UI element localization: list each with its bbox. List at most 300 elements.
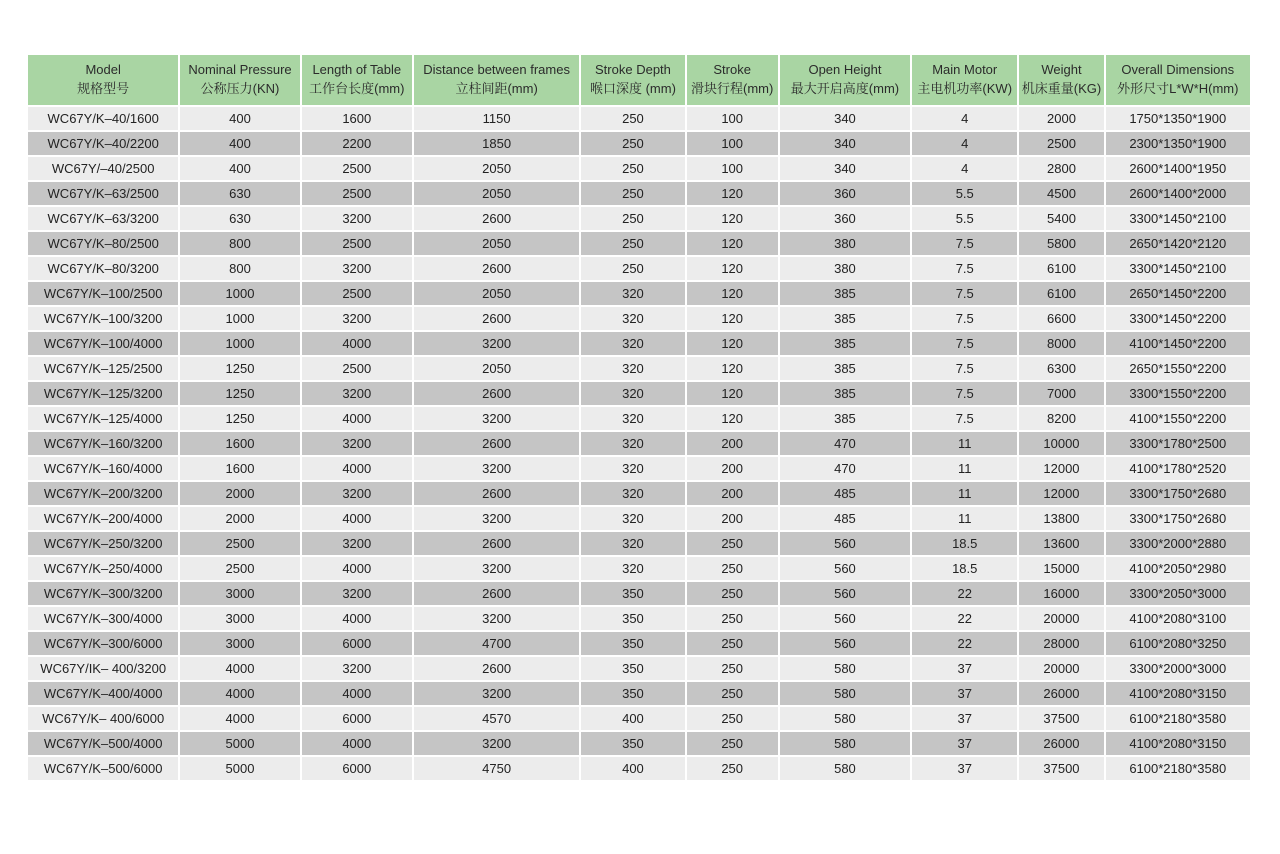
model-cell: WC67Y/K–125/2500 [28, 357, 178, 380]
model-cell: WC67Y/K–500/4000 [28, 732, 178, 755]
table-cell: 3200 [302, 482, 412, 505]
table-cell: 120 [687, 357, 778, 380]
table-cell: 580 [780, 757, 910, 780]
table-cell: 7.5 [912, 407, 1017, 430]
table-row [28, 432, 1250, 455]
model-cell: WC67Y/K–300/4000 [28, 607, 178, 630]
table-cell: 5.5 [912, 207, 1017, 230]
table-cell: 4000 [302, 457, 412, 480]
table-cell: 7.5 [912, 382, 1017, 405]
column-header [180, 55, 299, 105]
table-cell: 350 [581, 632, 684, 655]
table-cell: 4000 [302, 332, 412, 355]
table-cell: 26000 [1019, 732, 1103, 755]
table-cell: 26000 [1019, 682, 1103, 705]
table-cell: 5000 [180, 757, 299, 780]
table-cell: 20000 [1019, 657, 1103, 680]
model-cell: WC67Y/K–125/3200 [28, 382, 178, 405]
table-cell: 250 [687, 707, 778, 730]
table-cell: 4100*2080*3150 [1106, 682, 1250, 705]
table-row [28, 132, 1250, 155]
model-cell: WC67Y/K–500/6000 [28, 757, 178, 780]
table-cell: 12000 [1019, 482, 1103, 505]
table-cell: 3200 [302, 532, 412, 555]
table-cell: 1600 [180, 457, 299, 480]
table-cell: 2600*1400*2000 [1106, 182, 1250, 205]
table-cell: 1000 [180, 307, 299, 330]
table-cell: 2600 [414, 257, 579, 280]
table-cell: 4 [912, 132, 1017, 155]
model-cell: WC67Y/K–125/4000 [28, 407, 178, 430]
table-row [28, 507, 1250, 530]
table-cell: 560 [780, 607, 910, 630]
table-cell: 6000 [302, 707, 412, 730]
table-cell: 385 [780, 382, 910, 405]
table-row [28, 157, 1250, 180]
table-cell: 4570 [414, 707, 579, 730]
table-cell: 200 [687, 432, 778, 455]
table-cell: 4100*2080*3150 [1106, 732, 1250, 755]
table-cell: 250 [687, 757, 778, 780]
table-cell: 2600 [414, 382, 579, 405]
table-cell: 3300*2000*3000 [1106, 657, 1250, 680]
table-cell: 3300*1550*2200 [1106, 382, 1250, 405]
table-cell: 4100*1450*2200 [1106, 332, 1250, 355]
table-cell: 120 [687, 382, 778, 405]
table-cell: 7.5 [912, 357, 1017, 380]
table-cell: 385 [780, 332, 910, 355]
table-cell: 37 [912, 682, 1017, 705]
table-cell: 3000 [180, 607, 299, 630]
table-cell: 380 [780, 232, 910, 255]
table-cell: 250 [687, 557, 778, 580]
table-row [28, 282, 1250, 305]
column-header-en: Overall Dimensions [1121, 62, 1235, 78]
table-cell: 120 [687, 307, 778, 330]
table-cell: 4 [912, 107, 1017, 130]
table-cell: 1250 [180, 357, 299, 380]
table-cell: 13600 [1019, 532, 1103, 555]
table-header [28, 55, 1250, 105]
table-cell: 3000 [180, 582, 299, 605]
table-cell: 250 [687, 607, 778, 630]
table-row [28, 457, 1250, 480]
table-cell: 5400 [1019, 207, 1103, 230]
model-cell: WC67Y/K–80/3200 [28, 257, 178, 280]
table-cell: 3300*1450*2200 [1106, 307, 1250, 330]
table-cell: 2500 [302, 282, 412, 305]
table-cell: 2300*1350*1900 [1106, 132, 1250, 155]
table-cell: 3200 [414, 557, 579, 580]
table-cell: 6100*2180*3580 [1106, 757, 1250, 780]
column-header-en: Main Motor [932, 62, 998, 78]
table-cell: 6100 [1019, 282, 1103, 305]
table-cell: 120 [687, 207, 778, 230]
column-header [28, 55, 178, 105]
table-cell: 3300*1750*2680 [1106, 507, 1250, 530]
column-header-zh: 工作台长度(mm) [309, 81, 405, 96]
table-cell: 2800 [1019, 157, 1103, 180]
table-cell: 7.5 [912, 282, 1017, 305]
table-cell: 580 [780, 682, 910, 705]
model-cell: WC67Y/K– 400/6000 [28, 707, 178, 730]
table-cell: 4000 [302, 407, 412, 430]
table-cell: 28000 [1019, 632, 1103, 655]
table-cell: 250 [687, 632, 778, 655]
table-cell: 4000 [302, 557, 412, 580]
table-cell: 1850 [414, 132, 579, 155]
model-cell: WC67Y/–40/2500 [28, 157, 178, 180]
table-cell: 250 [687, 532, 778, 555]
table-row [28, 232, 1250, 255]
model-cell: WC67Y/K–40/1600 [28, 107, 178, 130]
table-cell: 37 [912, 732, 1017, 755]
table-cell: 3200 [302, 657, 412, 680]
table-row [28, 482, 1250, 505]
table-cell: 5800 [1019, 232, 1103, 255]
table-cell: 380 [780, 257, 910, 280]
table-cell: 13800 [1019, 507, 1103, 530]
model-cell: WC67Y/K–250/3200 [28, 532, 178, 555]
table-cell: 385 [780, 407, 910, 430]
table-cell: 18.5 [912, 532, 1017, 555]
table-row [28, 657, 1250, 680]
table-cell: 360 [780, 182, 910, 205]
table-cell: 3300*2050*3000 [1106, 582, 1250, 605]
column-header-en: Nominal Pressure [188, 62, 292, 78]
model-cell: WC67Y/K–100/4000 [28, 332, 178, 355]
table-cell: 470 [780, 457, 910, 480]
column-header-en: Stroke [713, 62, 751, 78]
model-cell: WC67Y/K–160/4000 [28, 457, 178, 480]
model-cell: WC67Y/K–80/2500 [28, 232, 178, 255]
column-header-zh: 滑块行程(mm) [691, 81, 774, 96]
table-cell: 4700 [414, 632, 579, 655]
model-cell: WC67Y/K–200/4000 [28, 507, 178, 530]
table-cell: 11 [912, 457, 1017, 480]
table-cell: 2000 [180, 482, 299, 505]
table-cell: 1250 [180, 407, 299, 430]
table-row [28, 307, 1250, 330]
table-cell: 6000 [302, 632, 412, 655]
table-cell: 15000 [1019, 557, 1103, 580]
table-cell: 350 [581, 732, 684, 755]
table-cell: 200 [687, 457, 778, 480]
table-cell: 4500 [1019, 182, 1103, 205]
table-cell: 120 [687, 257, 778, 280]
table-cell: 3200 [414, 682, 579, 705]
table-row [28, 707, 1250, 730]
table-cell: 1600 [180, 432, 299, 455]
table-cell: 11 [912, 507, 1017, 530]
column-header-zh: 公称压力(KN) [200, 81, 280, 96]
table-cell: 320 [581, 307, 684, 330]
table-cell: 400 [581, 757, 684, 780]
table-row [28, 732, 1250, 755]
table-row [28, 107, 1250, 130]
table-cell: 3200 [302, 432, 412, 455]
table-cell: 2600 [414, 482, 579, 505]
column-header-en: Weight [1041, 62, 1082, 78]
table-cell: 4 [912, 157, 1017, 180]
model-cell: WC67Y/K–40/2200 [28, 132, 178, 155]
table-cell: 1000 [180, 282, 299, 305]
table-cell: 3300*2000*2880 [1106, 532, 1250, 555]
machine-spec-table [26, 53, 1252, 782]
table-cell: 250 [581, 232, 684, 255]
table-cell: 250 [581, 132, 684, 155]
table-cell: 2000 [180, 507, 299, 530]
table-cell: 3200 [302, 207, 412, 230]
model-cell: WC67Y/IK– 400/3200 [28, 657, 178, 680]
column-header-en: Length of Table [312, 62, 402, 78]
table-cell: 3200 [414, 732, 579, 755]
table-cell: 580 [780, 732, 910, 755]
model-cell: WC67Y/K–300/6000 [28, 632, 178, 655]
table-cell: 4000 [302, 607, 412, 630]
table-row [28, 632, 1250, 655]
table-cell: 2650*1420*2120 [1106, 232, 1250, 255]
table-cell: 400 [581, 707, 684, 730]
table-cell: 385 [780, 357, 910, 380]
table-row [28, 682, 1250, 705]
table-row [28, 332, 1250, 355]
table-cell: 3000 [180, 632, 299, 655]
column-header [687, 55, 778, 105]
table-cell: 7.5 [912, 232, 1017, 255]
table-row [28, 532, 1250, 555]
table-cell: 6100 [1019, 257, 1103, 280]
table-cell: 1750*1350*1900 [1106, 107, 1250, 130]
table-cell: 560 [780, 557, 910, 580]
table-cell: 1000 [180, 332, 299, 355]
table-cell: 11 [912, 432, 1017, 455]
column-header-en: Model [85, 62, 121, 78]
model-cell: WC67Y/K–100/2500 [28, 282, 178, 305]
column-header [581, 55, 684, 105]
table-cell: 485 [780, 482, 910, 505]
table-cell: 350 [581, 607, 684, 630]
model-cell: WC67Y/K–250/4000 [28, 557, 178, 580]
table-cell: 2200 [302, 132, 412, 155]
table-cell: 37 [912, 707, 1017, 730]
table-cell: 320 [581, 382, 684, 405]
column-header-zh: 机床重量(KG) [1021, 81, 1102, 96]
model-cell: WC67Y/K–300/3200 [28, 582, 178, 605]
table-cell: 37 [912, 657, 1017, 680]
table-cell: 320 [581, 557, 684, 580]
table-cell: 22 [912, 632, 1017, 655]
table-cell: 4000 [302, 507, 412, 530]
table-cell: 250 [581, 107, 684, 130]
table-cell: 16000 [1019, 582, 1103, 605]
column-header [912, 55, 1017, 105]
table-cell: 2500 [180, 532, 299, 555]
column-header [1019, 55, 1103, 105]
table-cell: 2500 [180, 557, 299, 580]
table-cell: 4100*1550*2200 [1106, 407, 1250, 430]
column-header-zh: 最大开启高度(mm) [790, 81, 900, 96]
table-cell: 320 [581, 482, 684, 505]
table-cell: 1250 [180, 382, 299, 405]
table-cell: 2500 [302, 357, 412, 380]
table-cell: 485 [780, 507, 910, 530]
table-cell: 7000 [1019, 382, 1103, 405]
table-cell: 4000 [302, 682, 412, 705]
table-cell: 2050 [414, 157, 579, 180]
table-cell: 120 [687, 407, 778, 430]
model-cell: WC67Y/K–200/3200 [28, 482, 178, 505]
table-cell: 3300*1450*2100 [1106, 207, 1250, 230]
table-row [28, 207, 1250, 230]
table-cell: 3200 [414, 407, 579, 430]
table-cell: 8200 [1019, 407, 1103, 430]
table-cell: 6100*2180*3580 [1106, 707, 1250, 730]
table-header-row [28, 55, 1250, 105]
table-cell: 11 [912, 482, 1017, 505]
table-cell: 6000 [302, 757, 412, 780]
model-cell: WC67Y/K–63/2500 [28, 182, 178, 205]
table-cell: 250 [581, 157, 684, 180]
table-cell: 2600 [414, 657, 579, 680]
table-cell: 7.5 [912, 257, 1017, 280]
table-cell: 4100*1780*2520 [1106, 457, 1250, 480]
table-cell: 630 [180, 207, 299, 230]
table-cell: 12000 [1019, 457, 1103, 480]
table-cell: 4750 [414, 757, 579, 780]
table-cell: 800 [180, 257, 299, 280]
table-cell: 350 [581, 582, 684, 605]
table-cell: 800 [180, 232, 299, 255]
table-row [28, 757, 1250, 780]
column-header-zh: 外形尺寸L*W*H(mm) [1117, 81, 1239, 96]
table-cell: 5000 [180, 732, 299, 755]
model-cell: WC67Y/K–160/3200 [28, 432, 178, 455]
table-row [28, 582, 1250, 605]
table-cell: 470 [780, 432, 910, 455]
table-cell: 2500 [302, 182, 412, 205]
table-cell: 22 [912, 582, 1017, 605]
table-cell: 3200 [414, 332, 579, 355]
table-cell: 250 [687, 657, 778, 680]
table-cell: 385 [780, 282, 910, 305]
table-cell: 3200 [414, 607, 579, 630]
table-cell: 3200 [414, 457, 579, 480]
table-cell: 10000 [1019, 432, 1103, 455]
table-cell: 400 [180, 157, 299, 180]
table-cell: 5.5 [912, 182, 1017, 205]
table-row [28, 607, 1250, 630]
table-row [28, 357, 1250, 380]
table-cell: 6300 [1019, 357, 1103, 380]
table-cell: 2500 [302, 232, 412, 255]
table-cell: 400 [180, 107, 299, 130]
table-cell: 2650*1550*2200 [1106, 357, 1250, 380]
table-cell: 2500 [1019, 132, 1103, 155]
table-cell: 320 [581, 332, 684, 355]
table-cell: 37500 [1019, 707, 1103, 730]
table-cell: 250 [687, 732, 778, 755]
column-header [302, 55, 412, 105]
table-cell: 1600 [302, 107, 412, 130]
table-cell: 4000 [180, 682, 299, 705]
table-cell: 37 [912, 757, 1017, 780]
table-cell: 250 [581, 207, 684, 230]
table-cell: 4000 [180, 657, 299, 680]
table-cell: 8000 [1019, 332, 1103, 355]
table-cell: 2650*1450*2200 [1106, 282, 1250, 305]
table-row [28, 382, 1250, 405]
model-cell: WC67Y/K–100/3200 [28, 307, 178, 330]
table-cell: 320 [581, 282, 684, 305]
table-row [28, 407, 1250, 430]
column-header-zh: 规格型号 [77, 81, 130, 96]
table-cell: 20000 [1019, 607, 1103, 630]
table-cell: 4000 [302, 732, 412, 755]
table-cell: 580 [780, 707, 910, 730]
table-cell: 250 [687, 682, 778, 705]
table-cell: 385 [780, 307, 910, 330]
table-cell: 560 [780, 632, 910, 655]
table-cell: 350 [581, 657, 684, 680]
table-cell: 2050 [414, 182, 579, 205]
table-cell: 3200 [302, 307, 412, 330]
table-cell: 320 [581, 457, 684, 480]
table-cell: 2600 [414, 582, 579, 605]
column-header-en: Open Height [808, 62, 882, 78]
table-cell: 350 [581, 682, 684, 705]
table-cell: 100 [687, 157, 778, 180]
table-cell: 18.5 [912, 557, 1017, 580]
table-cell: 2600*1400*1950 [1106, 157, 1250, 180]
table-cell: 320 [581, 432, 684, 455]
table-cell: 22 [912, 607, 1017, 630]
table-cell: 3300*1450*2100 [1106, 257, 1250, 280]
column-header-zh: 主电机功率(KW) [917, 81, 1013, 96]
table-cell: 4100*2080*3100 [1106, 607, 1250, 630]
table-cell: 2050 [414, 282, 579, 305]
table-row [28, 557, 1250, 580]
table-cell: 37500 [1019, 757, 1103, 780]
table-cell: 4000 [180, 707, 299, 730]
table-row [28, 182, 1250, 205]
table-row [28, 257, 1250, 280]
table-cell: 340 [780, 157, 910, 180]
table-cell: 200 [687, 507, 778, 530]
table-cell: 3200 [302, 382, 412, 405]
table-cell: 3200 [302, 582, 412, 605]
table-cell: 120 [687, 182, 778, 205]
table-cell: 2000 [1019, 107, 1103, 130]
table-cell: 320 [581, 507, 684, 530]
column-header-zh: 喉口深度 (mm) [589, 81, 676, 96]
table-cell: 2050 [414, 357, 579, 380]
column-header [414, 55, 579, 105]
table-cell: 1150 [414, 107, 579, 130]
table-body [28, 107, 1250, 780]
column-header [780, 55, 910, 105]
table-cell: 250 [687, 582, 778, 605]
table-cell: 7.5 [912, 307, 1017, 330]
table-cell: 3200 [414, 507, 579, 530]
column-header-zh: 立柱间距(mm) [455, 81, 538, 96]
table-cell: 250 [581, 257, 684, 280]
table-cell: 340 [780, 107, 910, 130]
table-cell: 360 [780, 207, 910, 230]
table-cell: 400 [180, 132, 299, 155]
table-cell: 320 [581, 532, 684, 555]
table-cell: 120 [687, 232, 778, 255]
